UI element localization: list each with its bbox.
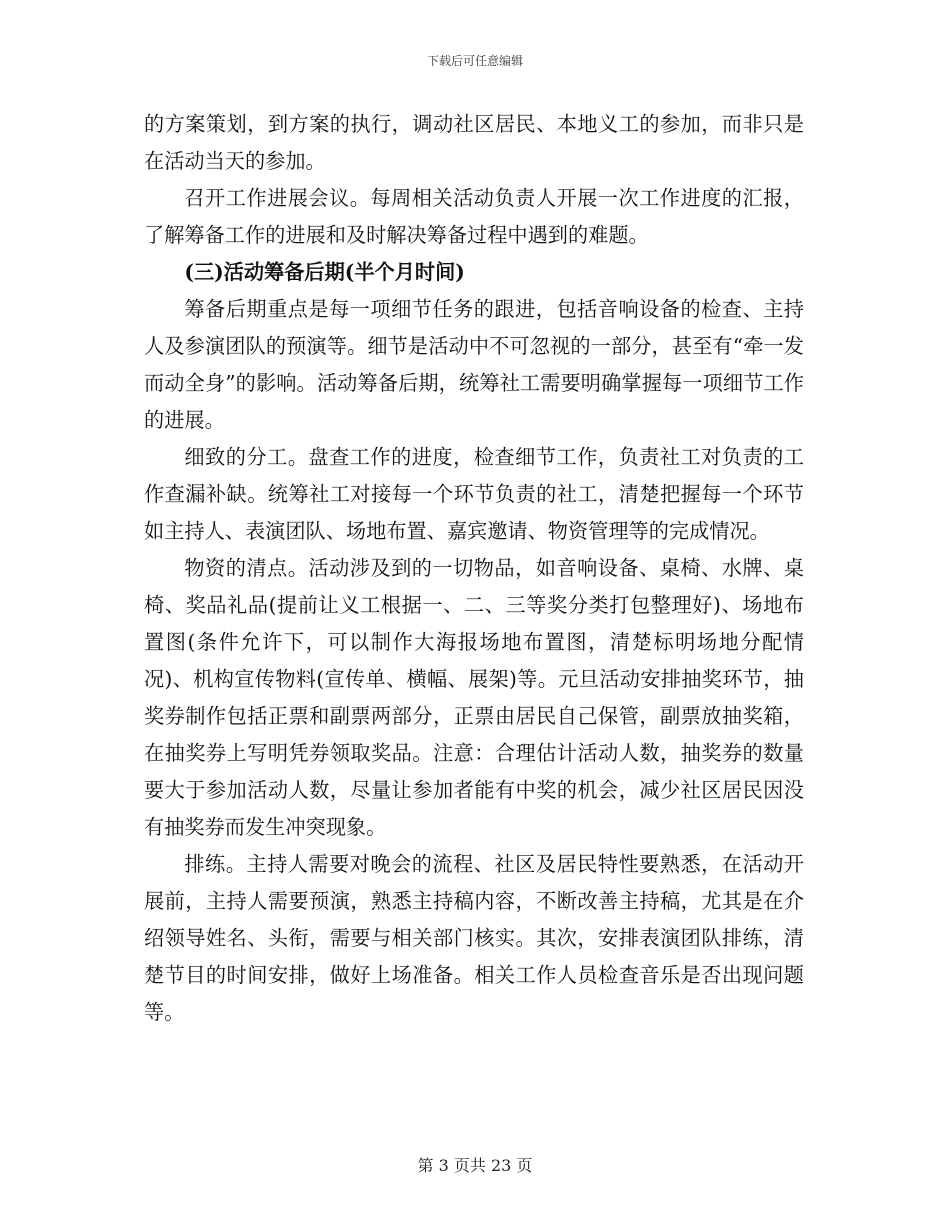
paragraph-division-of-work: 细致的分工。盘查工作的进度，检查细节工作，负责社工对负责的工作查漏补缺。统筹社工对接每一个环节负责的社工，清楚把握每一个环节如主持人、表演团队、场地布置、嘉宾邀请、物资管理等的完成情况。	[144, 445, 804, 543]
paragraph-late-stage: 筹备后期重点是每一项细节任务的跟进，包括音响设备的检查、主持人及参演团队的预演等。细节是活动中不可忽视的一部分，甚至有“牵一发而动全身”的影响。活动筹备后期，统筹社工需要明确掌握每一项细节工作的进展。	[144, 297, 804, 432]
paragraph-continuation: 的方案策划，到方案的执行，调动社区居民、本地义工的参加，而非只是在活动当天的参加。	[144, 112, 804, 173]
paragraph-rehearsal: 排练。主持人需要对晚会的流程、社区及居民特性要熟悉，在活动开展前，主持人需要预演，熟悉主持稿内容，不断改善主持稿，尤其是在介绍领导姓名、头衔，需要与相关部门核实。其次，安排表演团队排练，清楚节目的时间安排，做好上场准备。相关工作人员检查音乐是否出现问题等。	[144, 852, 804, 1024]
paragraph-materials-check: 物资的清点。活动涉及到的一切物品，如音响设备、桌椅、水牌、桌椅、奖品礼品(提前让义工根据一、二、三等奖分类打包整理好)、场地布置图(条件允许下，可以制作大海报场地布置图，清楚标明场地分配情况)、机构宣传物料(宣传单、横幅、展架)等。元旦活动安排抽奖环节，抽奖券制作包括正票和副票两部分，正票由居民自己保管，副票放抽奖箱，在抽奖券上写明凭券领取奖品。注意：合理估计活动人数，抽奖券的数量要大于参加活动人数，尽量让参加者能有中奖的机会，减少社区居民因没有抽奖券而发生冲突现象。	[144, 556, 804, 839]
paragraph-progress-meeting: 召开工作进展会议。每周相关活动负责人开展一次工作进度的汇报，了解筹备工作的进展和及时解决筹备过程中遇到的难题。	[144, 186, 804, 247]
section-heading: (三)活动筹备后期(半个月时间)	[184, 260, 465, 284]
page-number: 第 3 页共 23 页	[417, 1156, 533, 1175]
page-header: 下载后可任意编辑	[426, 54, 523, 68]
document-body	[144, 106, 804, 1031]
